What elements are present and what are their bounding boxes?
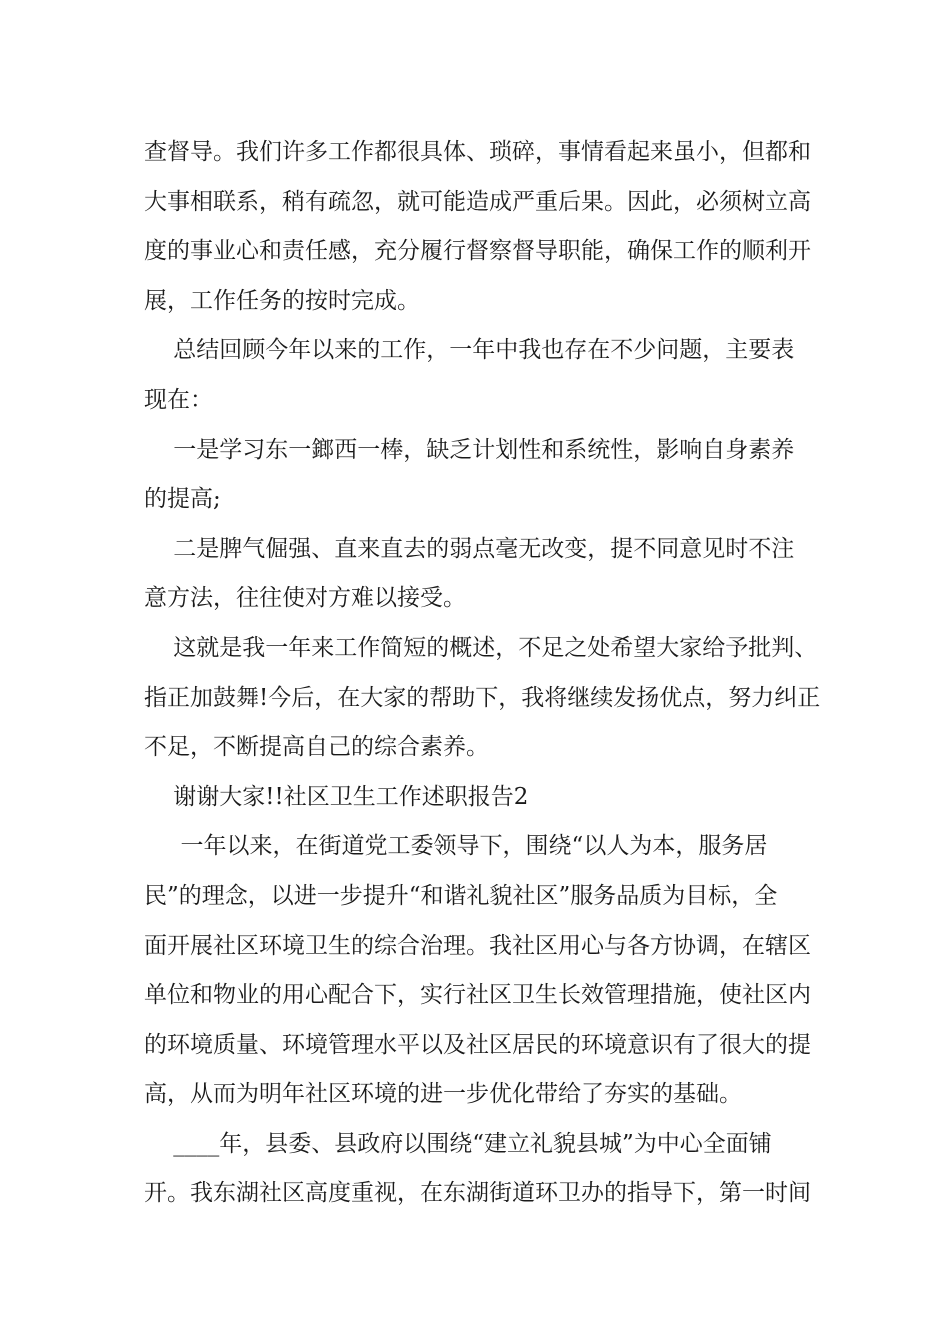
text-line: 大事相联系，稍有疏忽，就可能造成严重后果。因此，必须树立高 — [144, 188, 811, 215]
text-line: 的提高; — [144, 486, 221, 513]
text-line: 展，工作任务的按时完成。 — [144, 287, 420, 314]
text-line: 民”的理念，以进一步提升“和谐礼貌社区”服务品质为目标，全 — [144, 882, 778, 909]
text-line: 总结回顾今年以来的工作，一年中我也存在不少问题，主要表 — [144, 337, 795, 364]
text-line: 面开展社区环境卫生的综合治理。我社区用心与各方协调，在辖区 — [144, 932, 811, 959]
text-line: 的环境质量、环境管理水平以及社区居民的环境意识有了很大的提 — [144, 1031, 811, 1058]
text-line: ____年，县委、县政府以围绕“建立礼貌县城”为中心全面铺 — [144, 1130, 772, 1157]
text-line: 查督导。我们许多工作都很具体、琐碎，事情看起来虽小，但都和 — [144, 139, 811, 165]
text-line: 单位和物业的用心配合下，实行社区卫生长效管理措施，使社区内 — [144, 982, 811, 1009]
text-line: 度的事业心和责任感，充分履行督察督导职能，确保工作的顺利开 — [144, 238, 811, 265]
text-line: 指正加鼓舞!今后，在大家的帮助下，我将继续发扬优点，努力纠正 — [144, 684, 821, 711]
text-line: 不足，不断提高自己的综合素养。 — [144, 734, 489, 761]
section-heading-line: 谢谢大家!!社区卫生工作述职报告2 — [144, 783, 529, 810]
text-line: 二是脾气倔强、直来直去的弱点毫无改变，提不同意见时不注 — [144, 535, 795, 562]
text-line: 高，从而为明年社区环境的进一步优化带给了夯实的基础。 — [144, 1081, 742, 1108]
text-line: 一年以来，在街道党工委领导下，围绕“以人为本，服务居 — [144, 833, 768, 860]
text-line: 开。我东湖社区高度重视，在东湖街道环卫办的指导下，第一时间 — [144, 1180, 811, 1207]
text-line: 现在： — [144, 386, 213, 413]
text-line: 一是学习东一鎯西一棒，缺乏计划性和系统性，影响自身素养 — [144, 436, 795, 463]
document-body — [144, 128, 821, 1219]
text-line: 意方法，往往使对方难以接受。 — [144, 585, 466, 612]
text-line: 这就是我一年来工作简短的概述，不足之处希望大家给予批判、 — [144, 634, 818, 661]
